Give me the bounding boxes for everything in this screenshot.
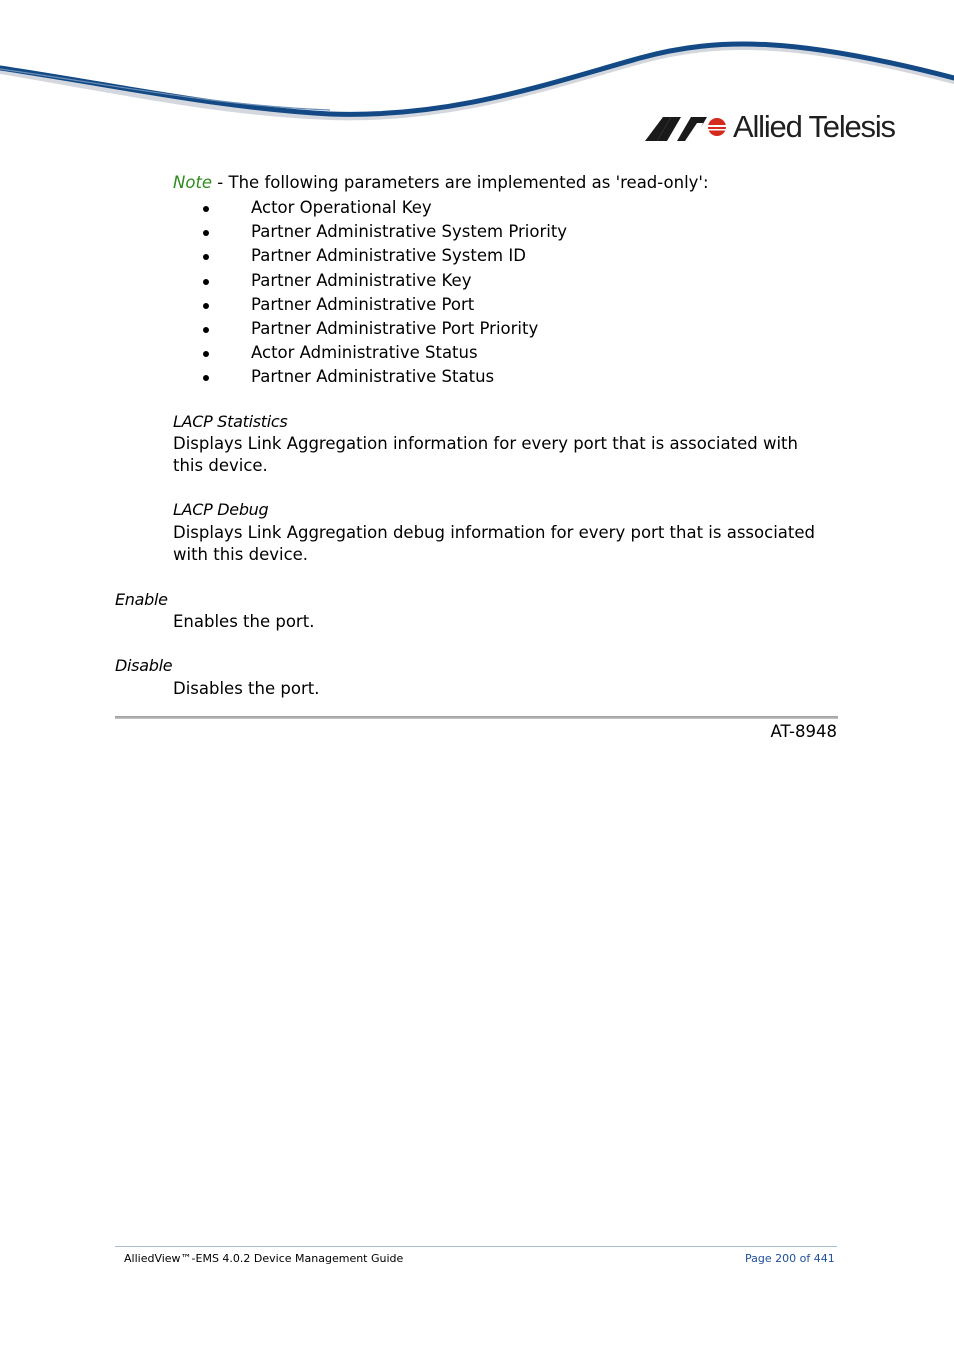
disable-heading: Disable bbox=[115, 656, 173, 675]
bullet-icon bbox=[203, 230, 209, 236]
lacp-debug-heading: LACP Debug bbox=[173, 500, 269, 519]
bullet-icon bbox=[203, 279, 209, 285]
bullet-icon bbox=[203, 254, 209, 260]
bullet-icon bbox=[203, 206, 209, 212]
lacp-statistics-heading: LACP Statistics bbox=[173, 412, 288, 431]
lacp-debug-text: Displays Link Aggregation debug information for every port that is associated with this device. bbox=[173, 523, 815, 564]
note-text: - The following parameters are implemented as 'read-only': bbox=[212, 173, 709, 192]
enable-text: Enables the port. bbox=[173, 612, 315, 631]
note-label: Note bbox=[173, 173, 213, 192]
bullet-icon bbox=[203, 327, 209, 333]
section-divider bbox=[115, 716, 838, 719]
bullet-icon bbox=[203, 303, 209, 309]
footer-title: AlliedView™-EMS 4.0.2 Device Management Guide bbox=[124, 1252, 404, 1265]
read-only-note bbox=[173, 172, 709, 194]
product-label: AT-8948 bbox=[770, 722, 837, 741]
bullet-icon bbox=[203, 351, 209, 357]
allied-telesis-mark-icon bbox=[645, 113, 727, 145]
footer-divider bbox=[115, 1246, 837, 1247]
lacp-statistics-text: Displays Link Aggregation information for every port that is associated with this device. bbox=[173, 434, 798, 475]
allied-telesis-logo bbox=[645, 110, 905, 146]
logo-wordmark: Allied Telesis bbox=[733, 109, 895, 144]
enable-heading: Enable bbox=[115, 590, 168, 609]
disable-text: Disables the port. bbox=[173, 679, 320, 698]
bullet-icon bbox=[203, 375, 209, 381]
footer-page-number: Page 200 of 441 bbox=[745, 1252, 835, 1265]
